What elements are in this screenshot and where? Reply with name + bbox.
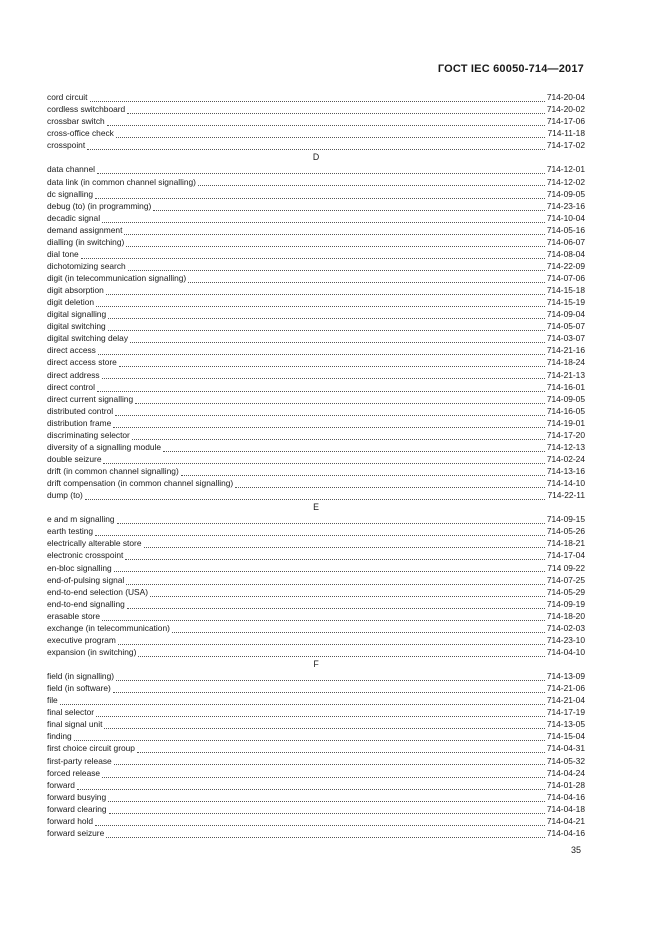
entry-term: direct address [47,369,100,380]
index-entry [47,730,585,742]
entry-term: finding [47,731,72,742]
dot-leader [107,117,545,126]
entry-term: end-of-pulsing signal [47,574,125,585]
entry-term: dc signalling [47,188,94,199]
index-entry [47,212,585,224]
entry-code: 714-05-29 [546,586,585,597]
entry-term: digit (in telecommunication signalling) [47,273,187,283]
entry-term: electrically alterable store [47,538,142,549]
entry-code: 714-15-19 [546,297,585,308]
dot-leader [108,310,545,319]
entry-code: 714-17-20 [546,429,585,440]
index-entry [47,586,585,598]
index-entry [47,103,585,115]
entry-code: 714-05-16 [546,224,585,235]
entry-code: 714-17-04 [546,550,585,561]
dot-leader [85,491,546,500]
entry-term: forward hold [47,815,94,826]
entry-code: 714-09-19 [546,598,585,609]
index-entry [47,188,585,200]
entry-term: direct access store [47,357,117,368]
section-letter: F [313,658,319,669]
index-entry [47,393,585,405]
entry-code: 714-02-24 [546,453,585,464]
entry-term: forced release [47,767,101,778]
dot-leader [102,612,545,621]
entry-code: 714-21-16 [546,345,585,356]
entry-code: 714-21-13 [546,369,585,380]
entry-term: forward clearing [47,803,107,814]
index-entry [47,754,585,766]
dot-leader [113,419,545,428]
dot-leader [130,334,545,343]
entry-code: 714-07-25 [546,574,585,585]
dot-leader [108,322,545,331]
entry-term: dial tone [47,248,79,259]
dot-leader [114,756,545,765]
entry-term: data link (in common channel signalling) [47,176,196,187]
entry-code: 714-16-05 [546,405,585,416]
dot-leader [96,708,545,717]
dot-leader [150,588,545,597]
entry-code: 714-22-11 [547,490,585,501]
index-entry [47,224,585,236]
dot-leader [188,274,545,283]
index-entry [47,706,585,718]
entry-code: 714-12-13 [546,441,585,452]
dot-leader [60,696,545,705]
index-entry [47,368,585,380]
index-entry [47,405,585,417]
entry-code: 714-15-04 [546,731,585,742]
dot-leader [126,576,545,585]
dot-leader [108,793,545,802]
index-entry [47,417,585,429]
entry-code: 714-16-01 [546,381,585,392]
entry-term: electronic crosspoint [47,550,124,561]
index-entry [47,574,585,586]
entry-term: drift compensation (in common channel signalling) [47,478,234,489]
entry-term: executive program [47,634,116,645]
index-entry [47,465,585,477]
index-entry [47,537,585,549]
entry-term: file [47,695,58,706]
dot-leader [118,636,545,645]
entry-term: first-party release [47,755,112,766]
entry-code: 714-13-09 [546,671,585,682]
section-letter: D [312,152,320,163]
dot-leader [235,479,545,488]
dot-leader [119,358,545,367]
dot-leader [106,829,545,838]
entry-code: 714-11-18 [547,128,585,139]
index-entry [47,646,585,658]
index-entry [47,356,585,368]
index-entry [47,694,585,706]
dot-leader [98,346,545,355]
index-entry [47,622,585,634]
dot-leader [95,817,545,826]
index-entry [47,200,585,212]
entry-code: 714-17-06 [546,116,585,127]
entry-term: crossbar switch [47,116,105,127]
entry-term: data channel [47,164,95,175]
dot-leader [97,383,545,392]
dot-leader [103,455,544,464]
dot-leader [135,395,545,404]
entry-term: distribution frame [47,417,112,428]
index-entry [47,163,585,175]
entry-code: 714-15-18 [546,285,585,296]
index-entry [47,598,585,610]
entry-code: 714-04-31 [546,743,585,754]
entry-term: drift (in common channel signalling) [47,466,179,476]
entry-code: 714-20-04 [546,92,585,103]
index-entry [47,344,585,356]
dot-leader [117,515,545,524]
entry-term: debug (to) (in programming) [47,200,152,211]
entry-code: 714-02-03 [546,622,585,633]
index-entry [47,175,585,187]
entry-code: 714-04-10 [546,646,585,657]
index-entry [47,441,585,453]
index-entry [47,489,585,501]
index-entry [47,815,585,827]
index-entry [47,561,585,573]
dot-leader [198,177,545,186]
entry-term: e and m signalling [47,514,115,525]
entry-term: digit absorption [47,285,104,296]
section-letter: E [313,502,319,513]
entry-term: field (in signalling) [47,671,115,682]
entry-term: decadic signal [47,212,101,223]
entry-term: cord circuit [47,92,88,103]
dot-leader [95,527,545,536]
entry-code: 714-12-02 [546,176,585,187]
entry-code: 714-05-07 [546,321,585,332]
index-entry [47,682,585,694]
dot-leader [96,298,545,307]
entry-code: 714-08-04 [546,248,585,259]
dot-leader [104,720,544,729]
entry-term: end-to-end selection (USA) [47,586,149,597]
entry-code: 714-04-16 [546,791,585,802]
entry-term: end-to-end signalling [47,598,125,609]
entry-term: en-bloc signalling [47,562,112,573]
index-entry [47,767,585,779]
dot-leader [81,250,545,259]
index-entry [47,381,585,393]
index-entry [47,429,585,441]
index-entry [47,803,585,815]
dot-leader [95,190,545,199]
entry-term: distributed control [47,405,114,416]
dot-leader [106,286,545,295]
entry-code: 714-13-16 [546,466,585,476]
index-entry [47,115,585,127]
dot-leader [74,732,545,741]
entry-term: dump (to) [47,490,83,501]
page-number: 35 [570,845,581,855]
dot-leader [116,129,546,138]
dot-leader [127,105,545,114]
entry-term: digital signalling [47,309,107,320]
dot-leader [90,93,545,102]
entry-term: diversity of a signalling module [47,441,162,452]
dot-leader [132,431,545,440]
entry-code: 714-23-10 [546,634,585,645]
entry-code: 714-21-04 [546,695,585,706]
entry-term: dichotomizing search [47,260,126,271]
dot-leader [181,467,545,476]
entry-term: forward [47,779,75,790]
index-entry [47,332,585,344]
entry-code: 714 09-22 [547,562,585,573]
entry-code: 714-09-15 [546,514,585,525]
index-entry [47,525,585,537]
entry-code: 714-10-04 [546,212,585,223]
entry-code: 714-09-04 [546,309,585,320]
dot-leader [102,769,545,778]
index-entry [47,308,585,320]
dot-leader [137,744,545,753]
dot-leader [153,202,545,211]
entry-code: 714-20-02 [546,104,585,115]
entry-term: digital switching [47,321,106,332]
entry-term: field (in software) [47,683,111,694]
entry-code: 714-18-20 [546,610,585,621]
entry-code: 714-12-01 [546,164,585,175]
entry-code: 714-01-28 [546,779,585,790]
entry-code: 714-09-05 [546,188,585,199]
dot-leader [163,443,545,452]
index-entry [47,284,585,296]
index-entry [47,91,585,103]
index-entry [47,513,585,525]
entry-code: 714-22-09 [546,260,585,271]
dot-leader [124,226,544,235]
entry-code: 714-06-07 [546,236,585,247]
entry-term: demand assignment [47,224,123,235]
dot-leader [128,262,545,271]
entry-code: 714-03-07 [546,333,585,344]
dot-leader [116,672,545,681]
entry-term: forward busying [47,791,107,802]
index-entry [47,248,585,260]
entry-term: digit deletion [47,297,95,308]
index-entry [47,453,585,465]
index-entry [47,236,585,248]
dot-leader [114,563,546,572]
entry-term: expansion (in switching) [47,646,137,657]
entry-code: 714-19-01 [546,417,585,428]
index-entry [47,742,585,754]
dot-leader [172,624,545,633]
entry-code: 714-07-06 [546,273,585,283]
entry-code: 714-23-16 [546,200,585,211]
entry-code: 714-17-02 [546,140,585,151]
index-entry [47,272,585,284]
index-entry [47,549,585,561]
index-entry [47,610,585,622]
index-entry [47,779,585,791]
index-entry [47,477,585,489]
index-entry [47,827,585,839]
document-header: ГОСТ IEC 60050-714—2017 [437,63,584,75]
entry-code: 714-04-16 [546,827,585,838]
entry-term: earth testing [47,526,94,537]
entry-term: exchange (in telecommunication) [47,622,170,633]
entry-term: dialling (in switching) [47,236,125,247]
index-entry [47,260,585,272]
dot-leader [87,141,545,150]
entry-term: discriminating selector [47,429,130,440]
entry-code: 714-05-32 [546,755,585,766]
dot-leader [125,551,544,560]
dot-leader [144,539,545,548]
dot-leader [138,648,544,657]
entry-term: double seizure [47,453,102,464]
entry-code: 714-17-19 [546,707,585,718]
entry-term: final selector [47,707,95,718]
dot-leader [113,684,545,693]
dot-leader [77,781,545,790]
entry-term: cordless switchboard [47,104,126,115]
dot-leader [102,214,545,223]
entry-code: 714-04-24 [546,767,585,778]
entry-term: forward seizure [47,827,105,838]
index-entry [47,296,585,308]
index-entry [47,139,585,151]
entry-term: digital switching delay [47,333,129,344]
index-entry [47,670,585,682]
index-entry [47,634,585,646]
dot-leader [109,805,545,814]
entry-code: 714-04-18 [546,803,585,814]
index-entry [47,320,585,332]
entry-code: 714-14-10 [546,478,585,489]
entry-code: 714-05-26 [546,526,585,537]
entry-code: 714-04-21 [546,815,585,826]
index-entry [47,127,585,139]
entry-term: crosspoint [47,140,86,151]
dot-leader [127,600,545,609]
dot-leader [115,407,545,416]
index-entry [47,791,585,803]
dot-leader [102,370,545,379]
dot-leader [126,238,545,247]
entry-term: direct current signalling [47,393,134,404]
entry-term: direct control [47,381,95,392]
index-entry [47,718,585,730]
entry-code: 714-21-06 [546,683,585,694]
entry-term: cross-office check [47,128,114,139]
entry-term: erasable store [47,610,101,621]
entry-code: 714-13-05 [546,719,585,730]
entry-code: 714-09-05 [546,393,585,404]
entry-code: 714-18-21 [546,538,585,549]
entry-term: final signal unit [47,719,103,730]
entry-term: first choice circuit group [47,743,135,754]
index-list [47,91,585,839]
dot-leader [97,165,545,174]
entry-code: 714-18-24 [546,357,585,368]
entry-term: direct access [47,345,96,356]
